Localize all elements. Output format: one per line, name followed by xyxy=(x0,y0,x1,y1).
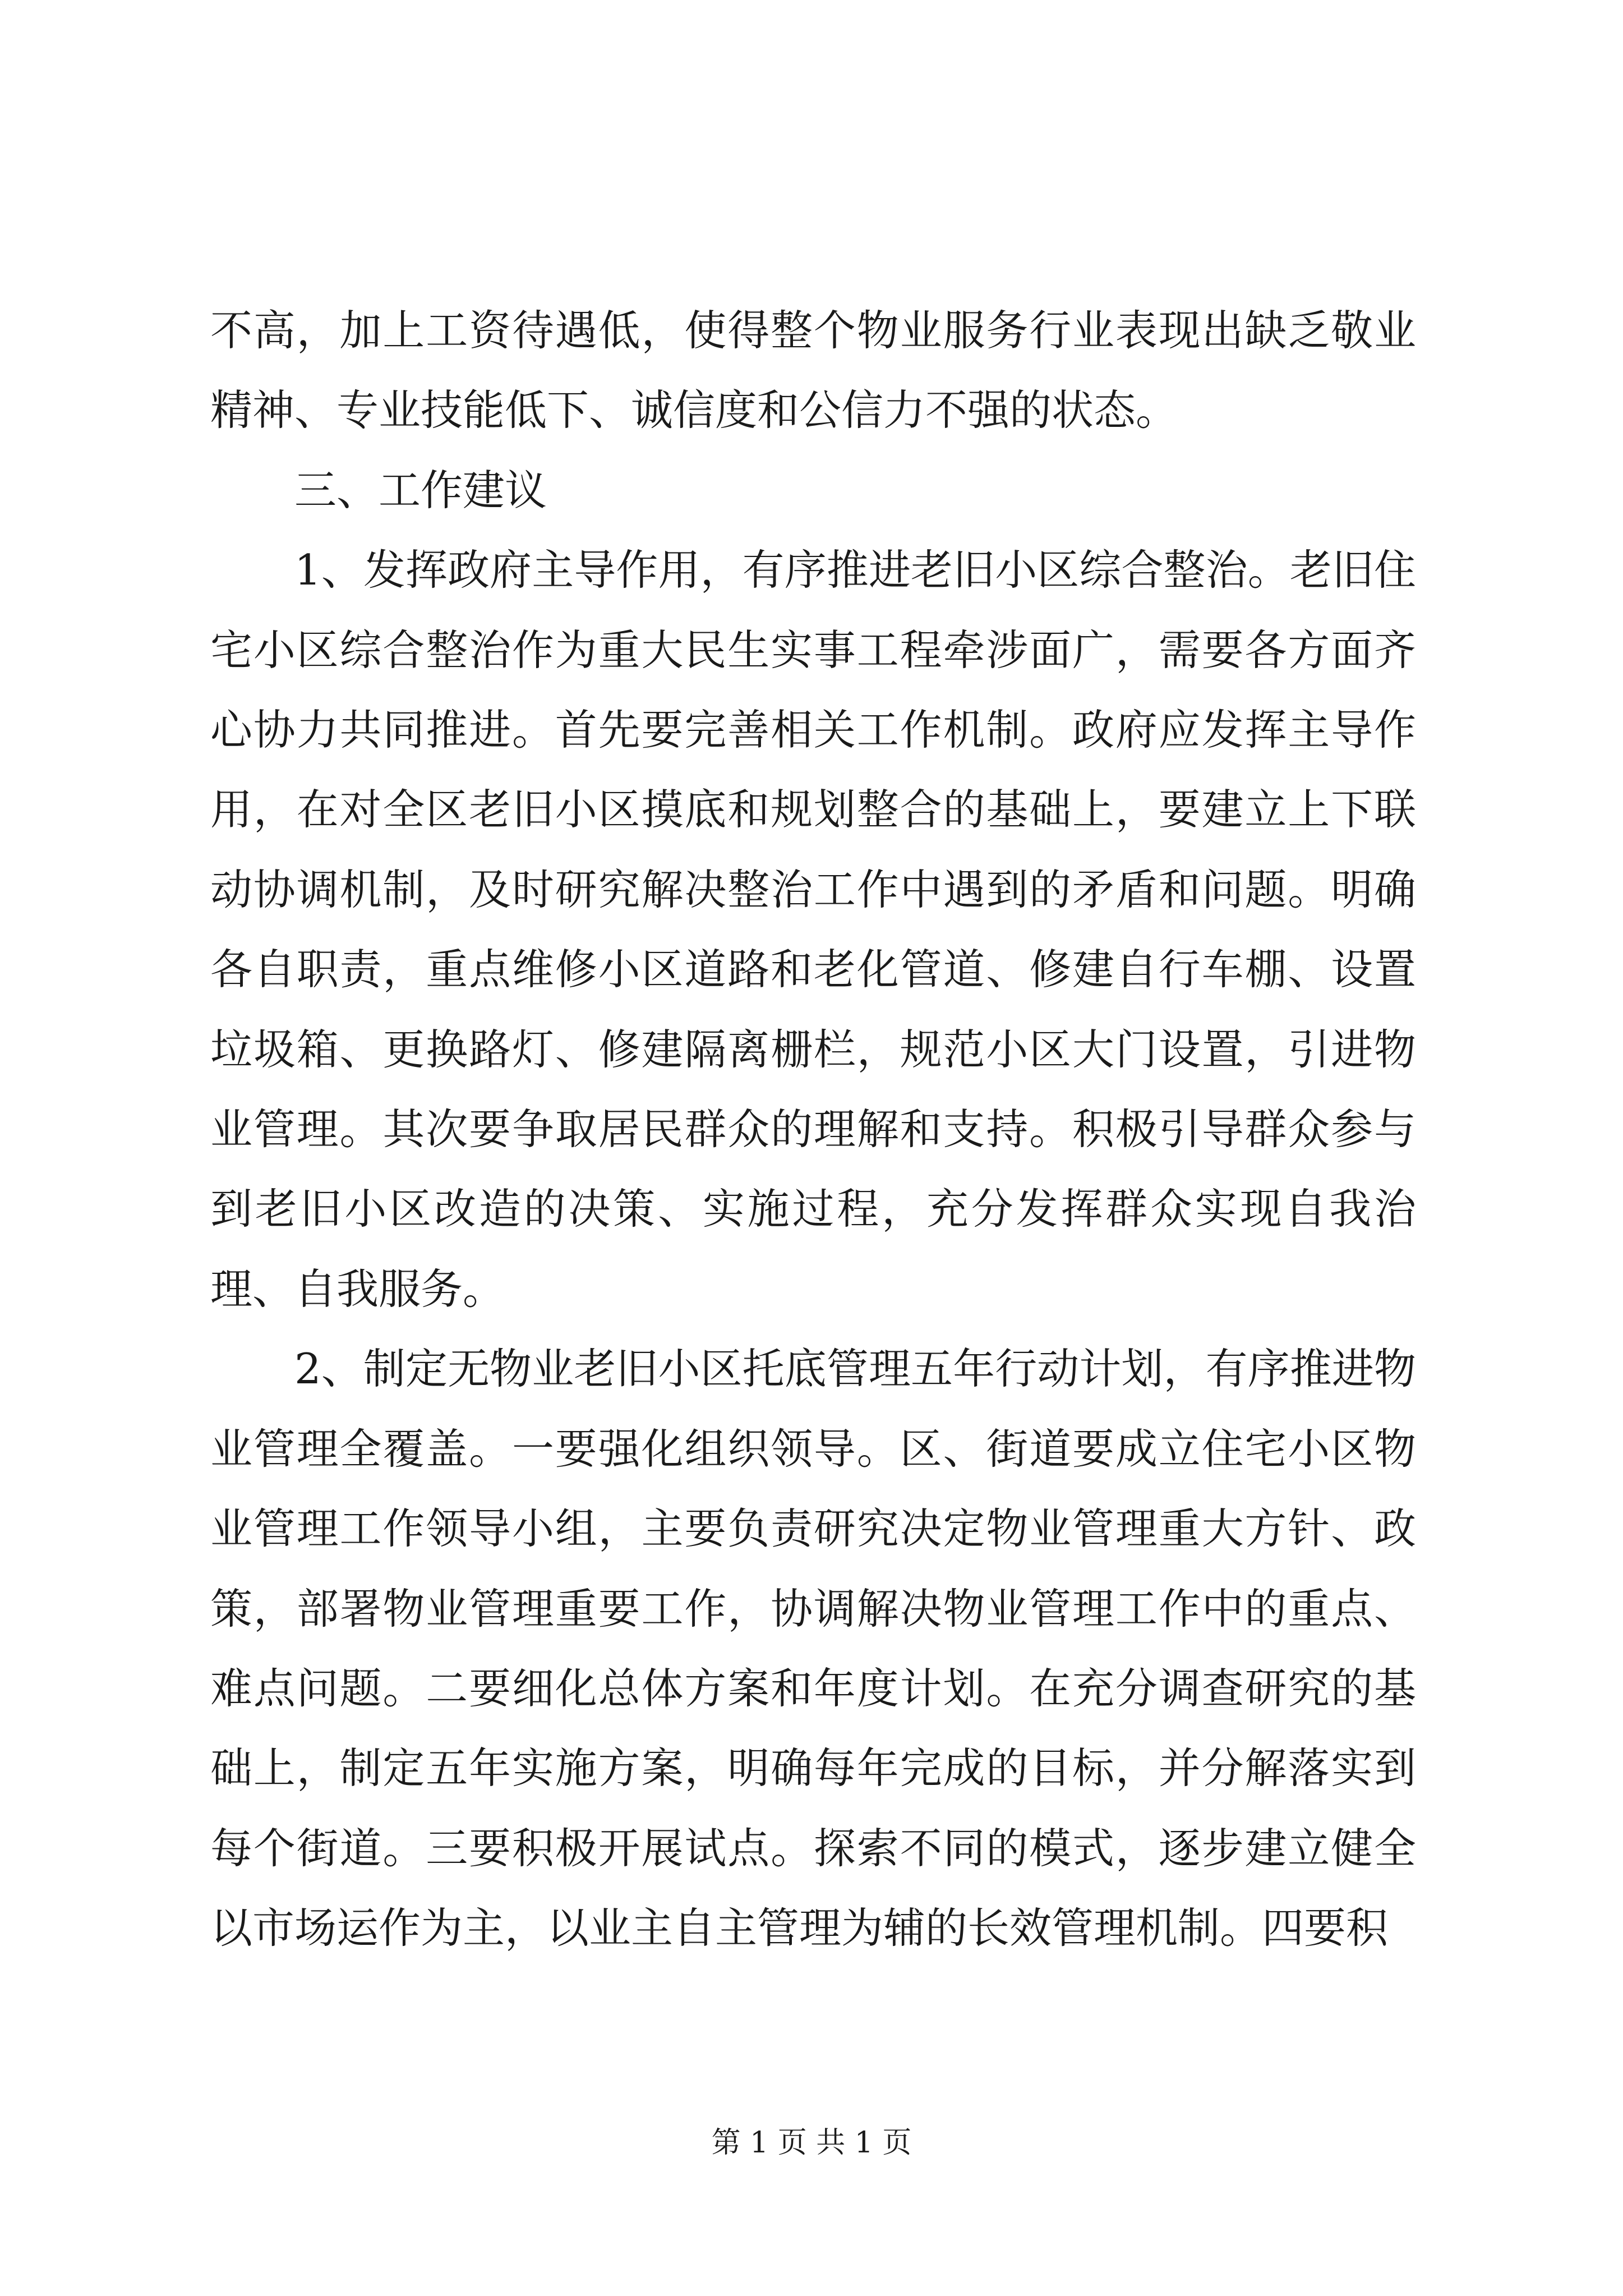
paragraph-suggestion-2: 2、制定无物业老旧小区托底管理五年行动计划，有序推进物业管理全覆盖。一要强化组织领导。区、街道要成立住宅小区物业管理工作领导小组，主要负责研究决定物业管理重大方针、政策，部署物业管理重要工作，协调解决物业管理工作中的重点、难点问题。二要细化总体方案和年度计划。在充分调查研究的基础上，制定五年实施方案，明确每年完成的目标，并分解落实到每个街道。三要积极开展试点。探索不同的模式，逐步建立健全以市场运作为主，以业主自主管理为辅的长效管理机制。四要积 xyxy=(210,1344,1416,1953)
paragraph-suggestion-1: 1、发挥政府主导作用，有序推进老旧小区综合整治。老旧住宅小区综合整治作为重大民生实事工程牵涉面广，需要各方面齐心协力共同推进。首先要完善相关工作机制。政府应发挥主导作用，在对全区老旧小区摸底和规划整合的基础上，要建立上下联动协调机制，及时研究解决整治工作中遇到的矛盾和问题。明确各自职责，重点维修小区道路和老化管道、修建自行车棚、设置垃圾箱、更换路灯、修建隔离栅栏，规范小区大门设置，引进物业管理。其次要争取居民群众的理解和支持。积极引导群众参与到老旧小区改造的决策、实施过程，充分发挥群众实现自我治理、自我服务。 xyxy=(210,545,1416,1314)
paragraph-continuation: 不高，加上工资待遇低，使得整个物业服务行业表现出缺乏敬业精神、专业技能低下、诚信度和公信力不强的状态。 xyxy=(210,306,1416,435)
section-heading: 三、工作建议 xyxy=(294,465,547,515)
page-footer: 第 1 页 共 1 页 xyxy=(711,2126,912,2160)
document-body xyxy=(210,291,1416,1968)
